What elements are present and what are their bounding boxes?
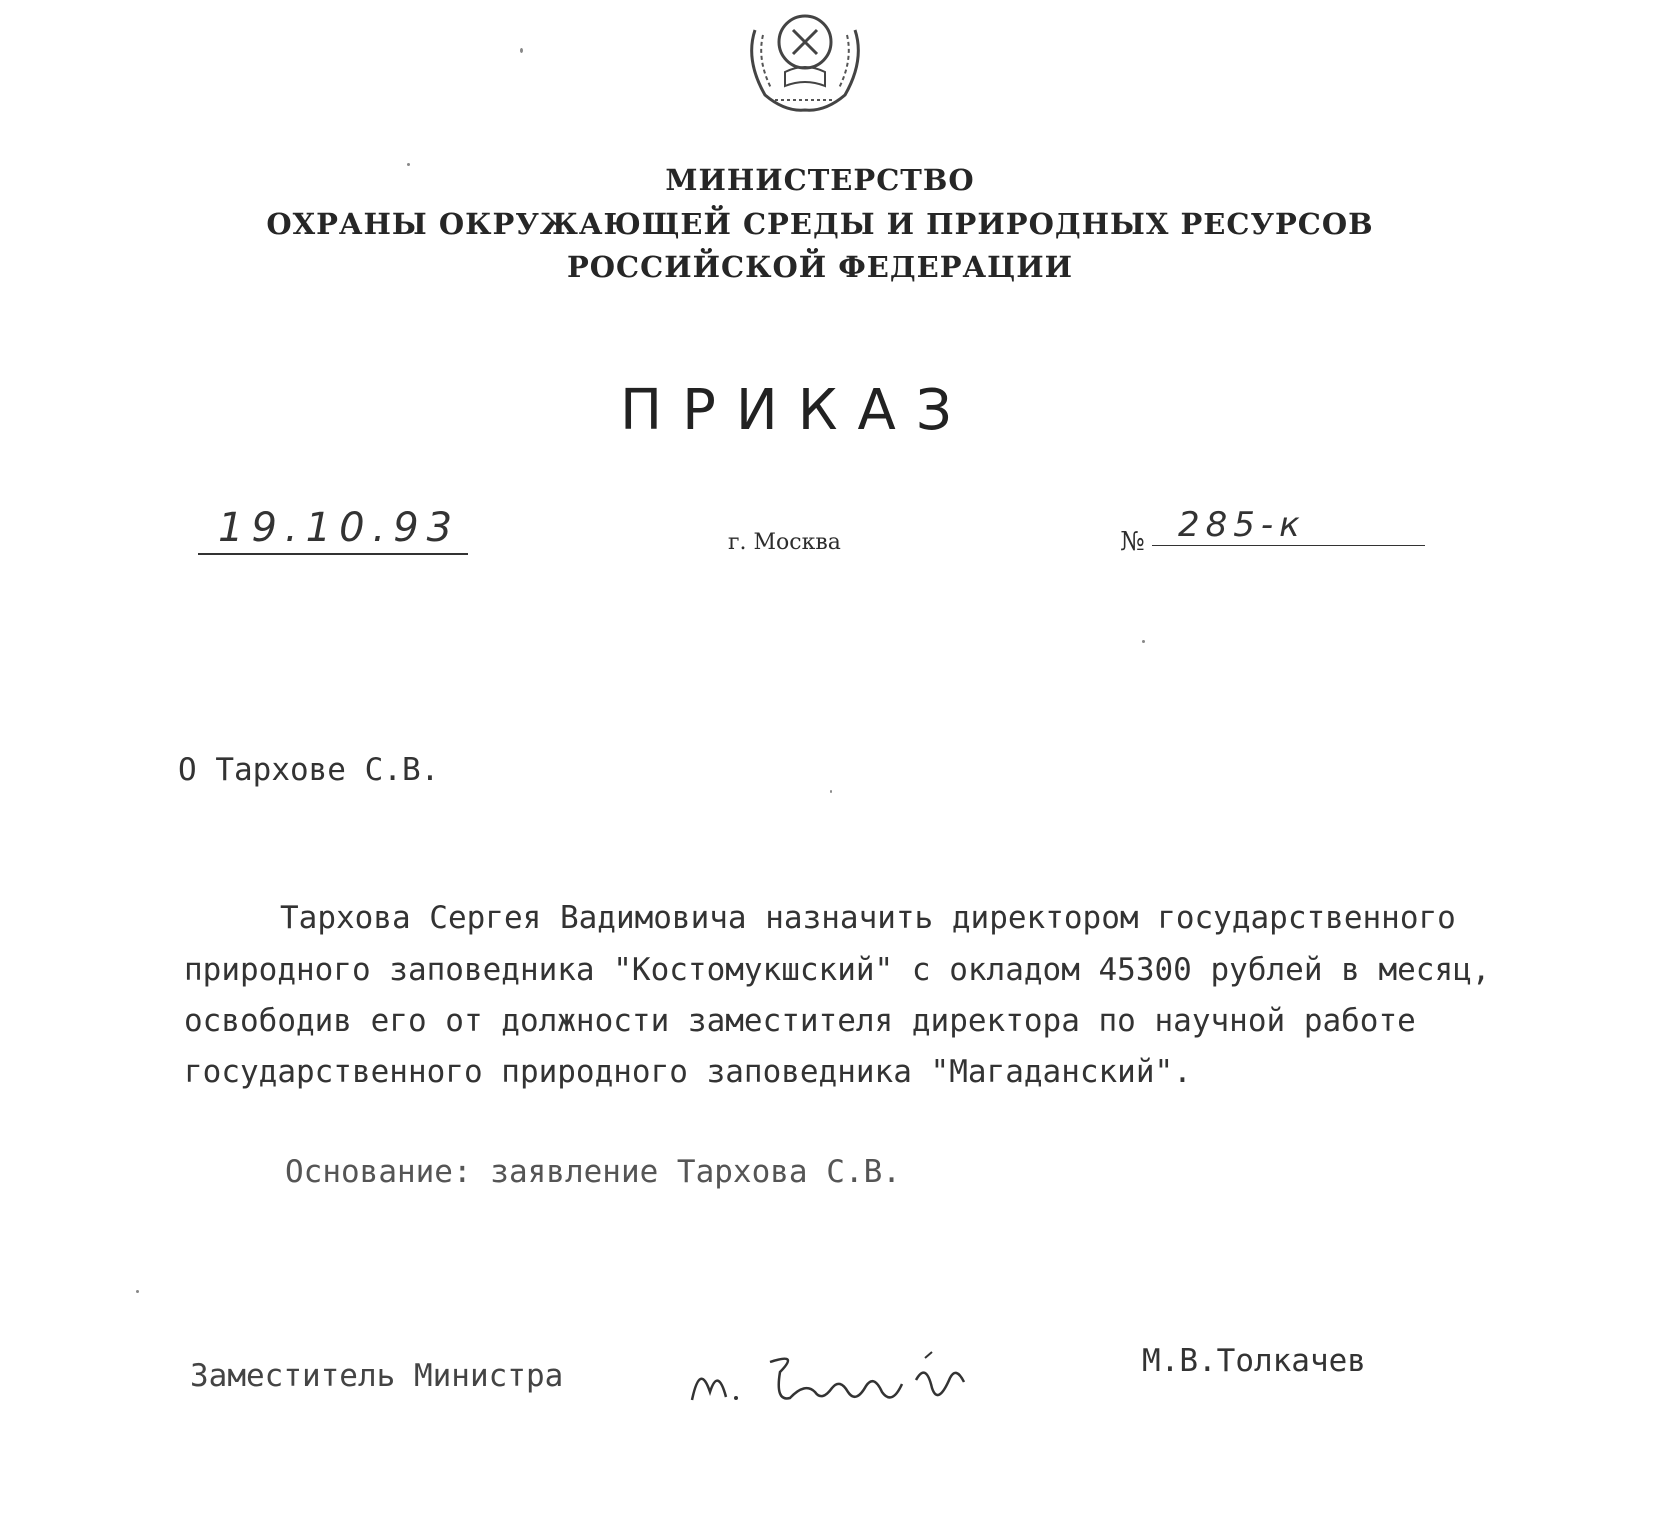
- paragraph-line: Тархова Сергея Вадимовича назначить директором государственного: [280, 900, 1456, 936]
- signatory-name: М.В.Толкачев: [1142, 1343, 1366, 1379]
- number-label: №: [1120, 527, 1145, 557]
- coat-of-arms-emblem: [735, 0, 875, 118]
- handwritten-signature: [680, 1322, 1000, 1432]
- scan-speck: [407, 163, 410, 166]
- basis-note: Основание: заявление Тархова С.В.: [285, 1154, 901, 1190]
- date-underline: [198, 553, 468, 555]
- ministry-name-line-1: МИНИСТЕРСТВО: [665, 163, 975, 197]
- ministry-name-line-2: ОХРАНЫ ОКРУЖАЮЩЕЙ СРЕДЫ И ПРИРОДНЫХ РЕСУРСОВ: [266, 207, 1374, 241]
- ministry-name-line-3: РОССИЙСКОЙ ФЕДЕРАЦИИ: [566, 250, 1073, 284]
- order-number: 285-к: [1178, 505, 1306, 545]
- scan-speck: [1142, 640, 1145, 643]
- order-subject: О Тархове С.В.: [178, 752, 440, 788]
- paragraph-line: природного заповедника "Костомукшский" с окладом 45300 рублей в месяц,: [184, 952, 1491, 988]
- scan-speck: [520, 48, 523, 53]
- number-underline: [1152, 545, 1425, 546]
- order-date: 19.10.93: [218, 505, 461, 551]
- scan-speck: [830, 790, 832, 793]
- document-title: ПРИКАЗ: [620, 378, 972, 443]
- scan-speck: [136, 1290, 139, 1293]
- paragraph-line: государственного природного заповедника "Магаданский".: [184, 1054, 1192, 1090]
- paragraph-line: освободив его от должности заместителя директора по научной работе: [184, 1003, 1416, 1039]
- city-label: г. Москва: [728, 530, 841, 555]
- signatory-title: Заместитель Министра: [190, 1358, 564, 1394]
